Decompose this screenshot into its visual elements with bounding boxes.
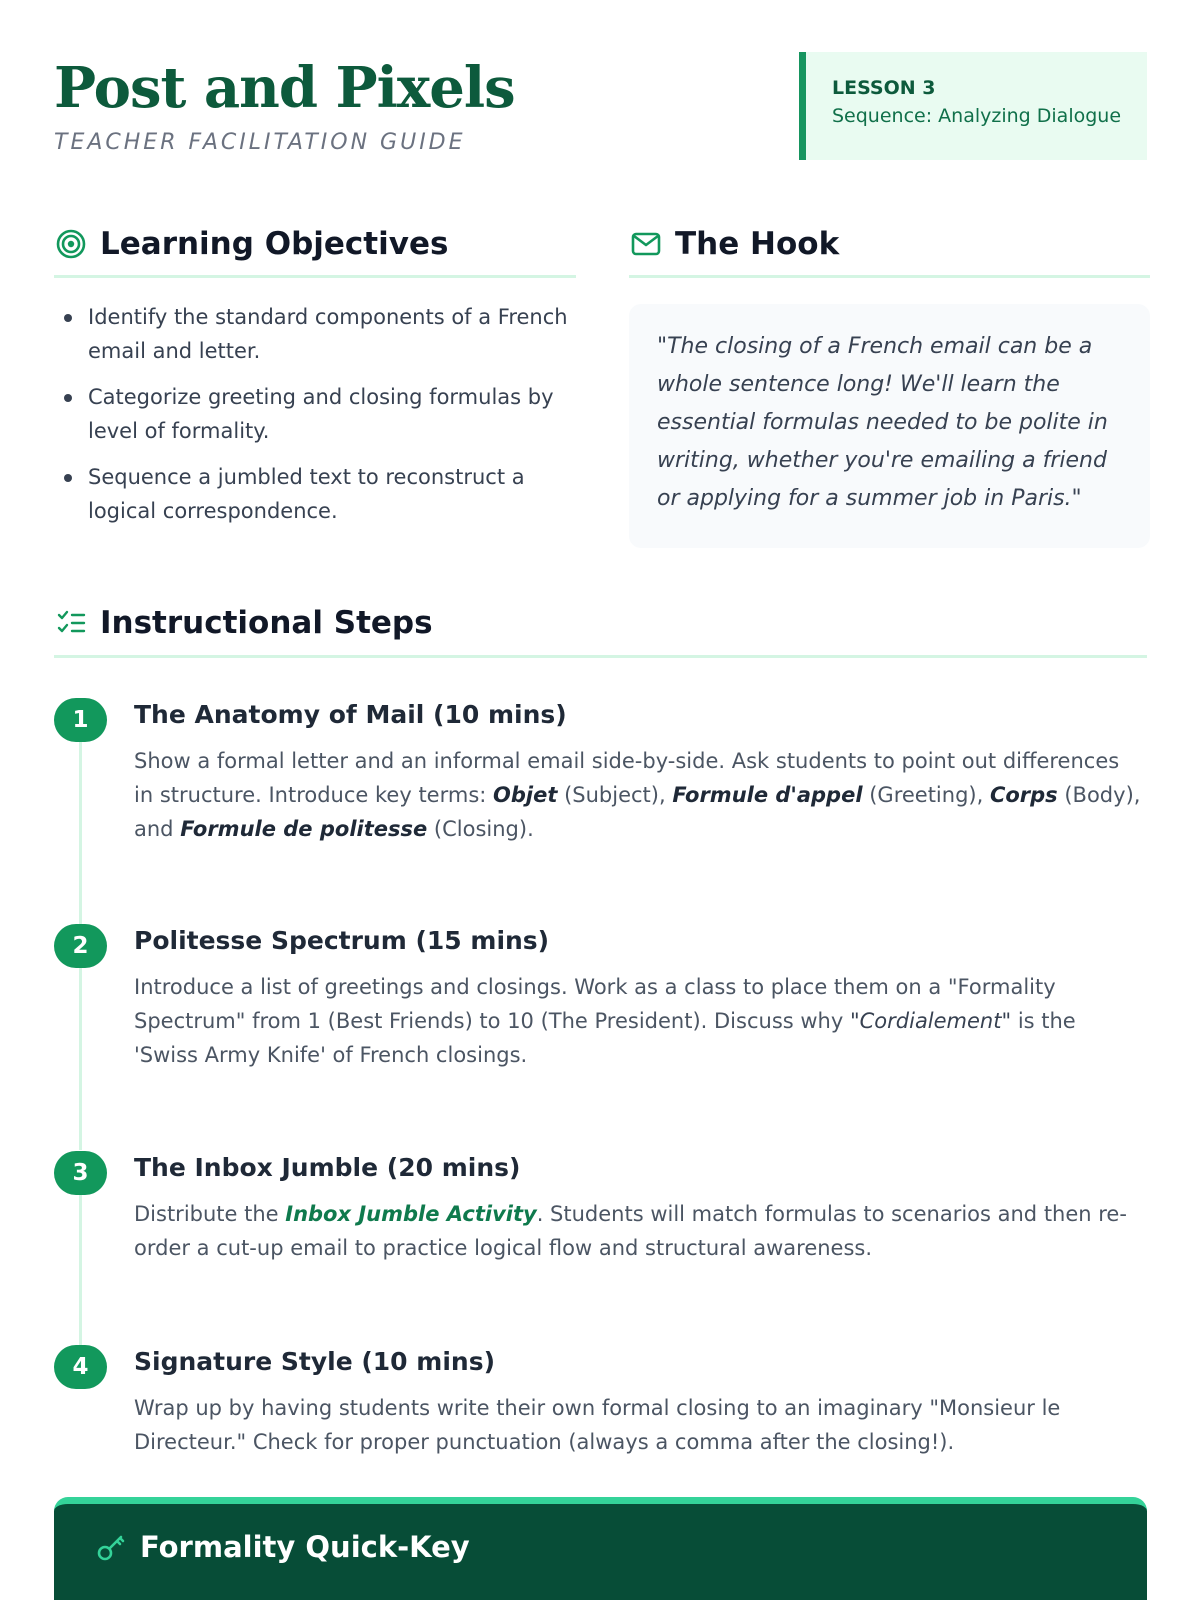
key-term: Formule de politesse xyxy=(180,817,428,841)
step-title: Signature Style (10 mins) xyxy=(134,1347,495,1376)
hook-quote: "The closing of a French email can be a whole sentence long! We'll learn the essential formulas needed to be polite in writing, whether you're emailing a friend or applying for a summer job in Paris." xyxy=(657,334,1108,511)
step-number: 3 xyxy=(54,1151,107,1195)
step-description: Distribute the Inbox Jumble Activity. Students will match formulas to scenarios and then re-order a cut-up email to practice logical flow and structural awareness. xyxy=(134,1202,1127,1260)
hook-title: The Hook xyxy=(675,225,840,262)
steps-heading xyxy=(54,598,1147,658)
emphasis-text: "Cordialement" xyxy=(849,1009,1012,1033)
list-item: Identify the standard components of a French email and letter. xyxy=(60,300,580,368)
step-number: 4 xyxy=(54,1345,107,1389)
step-connector xyxy=(79,968,82,1150)
page-title: Post and Pixels xyxy=(54,55,515,121)
target-icon xyxy=(54,227,88,261)
page-header xyxy=(54,52,1147,162)
step-number: 2 xyxy=(54,924,107,968)
page-subtitle: TEACHER FACILITATION GUIDE xyxy=(54,130,466,155)
list-item: Sequence a jumbled text to reconstruct a logical correspondence. xyxy=(60,460,580,528)
step-title: Politesse Spectrum (15 mins) xyxy=(134,926,550,955)
envelope-icon xyxy=(629,227,663,261)
steps-title: Instructional Steps xyxy=(100,604,433,641)
list-item: Categorize greeting and closing formulas by level of formality. xyxy=(60,380,580,448)
hook-quote-box xyxy=(629,304,1150,548)
hook-heading xyxy=(629,220,1150,278)
quick-key-title: Formality Quick-Key xyxy=(140,1530,470,1564)
key-term: Objet xyxy=(493,783,558,807)
step-description: Show a formal letter and an informal email side-by-side. Ask students to point out differences in structure. Introduce key terms: Objet (Subject), Formule d'appel (Greeting), Corps (Body), and Formule de politesse (Closing). xyxy=(134,749,1141,841)
lesson-sequence: Sequence: Analyzing Dialogue xyxy=(832,105,1122,127)
objectives-list xyxy=(60,300,580,540)
step-connector xyxy=(79,1195,82,1345)
objectives-heading xyxy=(54,220,576,278)
step-description: Wrap up by having students write their own formal closing to an imaginary "Monsieur le Directeur." Check for proper punctuation (always a comma after the closing!). xyxy=(134,1396,1061,1454)
step-title: The Anatomy of Mail (10 mins) xyxy=(134,700,567,729)
step-title: The Inbox Jumble (20 mins) xyxy=(134,1153,521,1182)
key-icon xyxy=(94,1530,128,1564)
quick-key-heading xyxy=(94,1530,470,1564)
key-term: Formule d'appel xyxy=(672,783,863,807)
key-term: Corps xyxy=(989,783,1058,807)
step-connector xyxy=(79,742,82,924)
lesson-label: LESSON 3 xyxy=(832,77,936,99)
activity-name: Inbox Jumble Activity xyxy=(285,1202,537,1226)
lesson-badge xyxy=(799,52,1147,160)
objectives-title: Learning Objectives xyxy=(100,225,449,262)
step-description: Introduce a list of greetings and closings. Work as a class to place them on a "Formality Spectrum" from 1 (Best Friends) to 10 (The President). Discuss why "Cordialement" is the 'Swiss Army Knife' of French closings. xyxy=(134,975,1076,1067)
step-number: 1 xyxy=(54,698,107,742)
checklist-icon xyxy=(54,606,88,640)
quick-key-panel xyxy=(54,1497,1147,1600)
